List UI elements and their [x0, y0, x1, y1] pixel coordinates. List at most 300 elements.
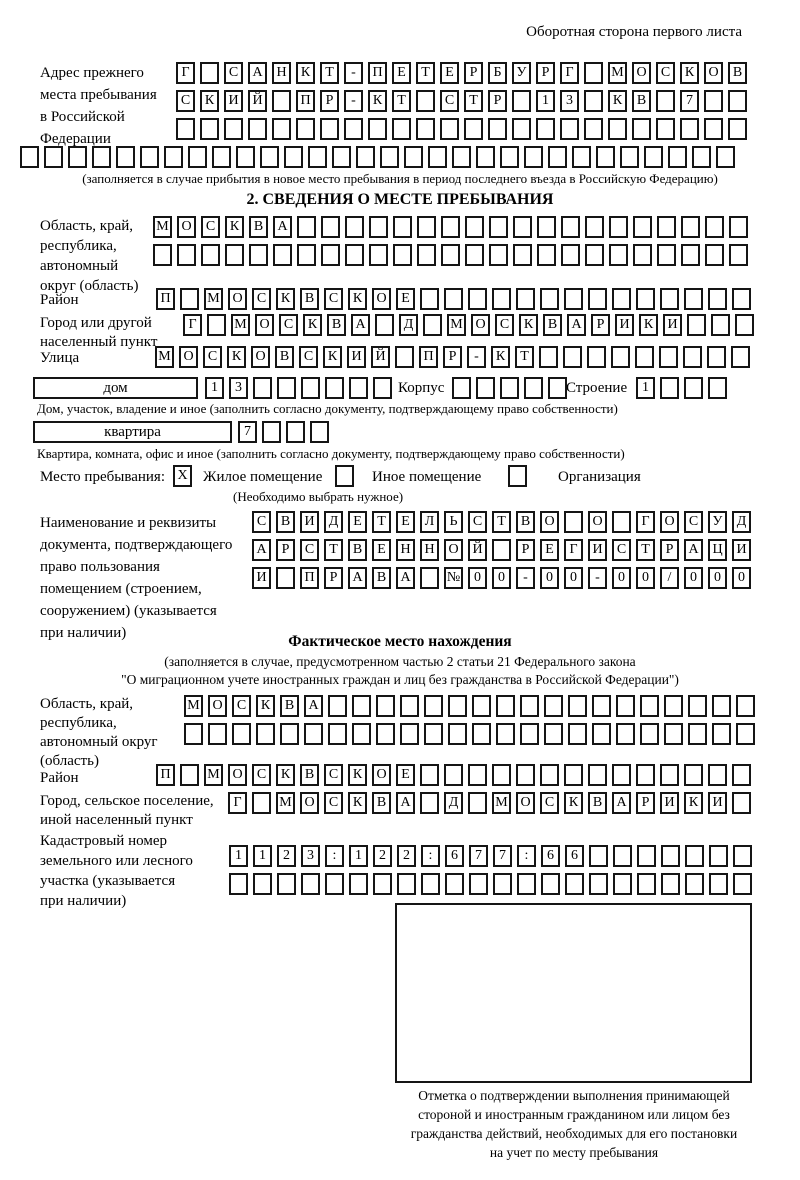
char-cell: 3: [229, 377, 248, 399]
char-cell: 1: [205, 377, 224, 399]
char-cell: [516, 288, 535, 310]
char-cell: Г: [560, 62, 579, 84]
char-cell: 1: [536, 90, 555, 112]
char-cell: С: [252, 511, 271, 533]
char-cell: В: [372, 567, 391, 589]
char-cell: [512, 90, 531, 112]
char-cell: [709, 873, 728, 895]
char-cell: 7: [238, 421, 257, 443]
char-cell: [661, 845, 680, 867]
char-cell: [644, 146, 663, 168]
char-cell: [729, 244, 748, 266]
char-cell: В: [276, 511, 295, 533]
char-cell: [612, 511, 631, 533]
char-cell: [564, 511, 583, 533]
char-cell: О: [372, 288, 391, 310]
char-cell: [540, 764, 559, 786]
char-cell: К: [368, 90, 387, 112]
char-cell: Й: [371, 346, 390, 368]
char-cell: О: [632, 62, 651, 84]
oblast-cells-row: [153, 216, 748, 238]
char-cell: К: [684, 792, 703, 814]
char-cell: [207, 314, 226, 336]
gorod2-label-line: иной населенный пункт: [40, 812, 193, 828]
char-cell: [465, 216, 484, 238]
char-cell: М: [608, 62, 627, 84]
char-cell: 2: [373, 845, 392, 867]
char-cell: [344, 118, 363, 140]
char-cell: К: [519, 314, 538, 336]
char-cell: [684, 288, 703, 310]
char-cell: [660, 764, 679, 786]
char-cell: [465, 244, 484, 266]
char-cell: С: [324, 764, 343, 786]
char-cell: Е: [372, 539, 391, 561]
char-cell: [208, 723, 227, 745]
char-cell: Е: [540, 539, 559, 561]
char-cell: [496, 695, 515, 717]
char-cell: [541, 873, 560, 895]
char-cell: [520, 723, 539, 745]
char-cell: [393, 244, 412, 266]
char-cell: [584, 90, 603, 112]
char-cell: И: [300, 511, 319, 533]
char-cell: [513, 216, 532, 238]
char-cell: [704, 118, 723, 140]
char-cell: Н: [272, 62, 291, 84]
char-cell: [705, 216, 724, 238]
char-cell: [632, 118, 651, 140]
char-cell: М: [153, 216, 172, 238]
char-cell: [513, 244, 532, 266]
char-cell: С: [300, 539, 319, 561]
char-cell: [561, 216, 580, 238]
char-cell: К: [296, 62, 315, 84]
char-cell: Д: [399, 314, 418, 336]
char-cell: [687, 314, 706, 336]
char-cell: Н: [420, 539, 439, 561]
char-cell: [683, 346, 702, 368]
char-cell: О: [471, 314, 490, 336]
char-cell: 0: [492, 567, 511, 589]
char-cell: [375, 314, 394, 336]
char-cell: М: [276, 792, 295, 814]
char-cell: П: [156, 288, 175, 310]
char-cell: С: [468, 511, 487, 533]
char-cell: [563, 346, 582, 368]
char-cell: [688, 723, 707, 745]
char-cell: Б: [488, 62, 507, 84]
oblast2-cells-row: [184, 723, 755, 745]
prev-address-label-line: места пребывания: [40, 87, 157, 103]
char-cell: [684, 377, 703, 399]
char-cell: Й: [248, 90, 267, 112]
char-cell: 3: [560, 90, 579, 112]
char-cell: [537, 244, 556, 266]
char-cell: 6: [565, 845, 584, 867]
char-cell: Г: [176, 62, 195, 84]
char-cell: [637, 845, 656, 867]
char-cell: В: [588, 792, 607, 814]
actual-location-caption-line: "О миграционном учете иностранных граждан и лиц без гражданства в Российской Федерации"): [121, 672, 679, 687]
char-cell: [92, 146, 111, 168]
char-cell: Л: [420, 511, 439, 533]
char-cell: Н: [396, 539, 415, 561]
char-cell: [640, 695, 659, 717]
char-cell: [620, 146, 639, 168]
char-cell: [609, 244, 628, 266]
char-cell: [395, 346, 414, 368]
char-cell: [416, 118, 435, 140]
char-cell: [369, 216, 388, 238]
char-cell: Р: [320, 90, 339, 112]
char-cell: Р: [536, 62, 555, 84]
char-cell: С: [279, 314, 298, 336]
char-cell: [712, 723, 731, 745]
char-cell: [444, 764, 463, 786]
char-cell: [589, 873, 608, 895]
char-cell: [200, 118, 219, 140]
char-cell: [328, 723, 347, 745]
char-cell: [664, 695, 683, 717]
char-cell: 2: [277, 845, 296, 867]
char-cell: И: [224, 90, 243, 112]
char-cell: 0: [540, 567, 559, 589]
char-cell: С: [324, 288, 343, 310]
dom-caption: Дом, участок, владение и иное (заполнить согласно документу, подтверждающему право собственности): [37, 401, 618, 416]
doc-label-line: право пользования: [40, 559, 160, 575]
char-cell: [420, 567, 439, 589]
char-cell: [448, 723, 467, 745]
char-cell: И: [708, 792, 727, 814]
prev-address-label: [40, 62, 157, 150]
char-cell: [373, 377, 392, 399]
char-cell: [176, 118, 195, 140]
char-cell: 0: [468, 567, 487, 589]
char-cell: [657, 244, 676, 266]
char-cell: В: [327, 314, 346, 336]
char-cell: Р: [324, 567, 343, 589]
char-cell: -: [344, 90, 363, 112]
char-cell: [492, 764, 511, 786]
kadastr-cells-row: [229, 845, 752, 867]
char-cell: Т: [416, 62, 435, 84]
char-cell: [229, 873, 248, 895]
char-cell: [352, 695, 371, 717]
char-cell: [493, 873, 512, 895]
char-cell: Е: [396, 764, 415, 786]
char-cell: П: [156, 764, 175, 786]
gorod-label: [40, 314, 157, 352]
raion2-label: Район: [40, 770, 79, 786]
char-cell: М: [231, 314, 250, 336]
char-cell: [488, 118, 507, 140]
char-cell: [616, 695, 635, 717]
char-cell: [188, 146, 207, 168]
char-cell: Й: [468, 539, 487, 561]
char-cell: [376, 723, 395, 745]
char-cell: [584, 118, 603, 140]
char-cell: [476, 377, 495, 399]
char-cell: К: [348, 764, 367, 786]
char-cell: [301, 377, 320, 399]
char-cell: [636, 288, 655, 310]
char-cell: И: [732, 539, 751, 561]
char-cell: [424, 695, 443, 717]
prev-address-label-line: Адрес прежнего: [40, 65, 144, 81]
char-cell: [587, 346, 606, 368]
char-cell: К: [608, 90, 627, 112]
kvartira-caption: Квартира, комната, офис и иное (заполнить согласно документу, подтверждающему право собственности): [37, 446, 625, 461]
dom-box: дом: [33, 377, 198, 399]
char-cell: М: [492, 792, 511, 814]
char-cell: [704, 90, 723, 112]
char-cell: К: [225, 216, 244, 238]
char-cell: [286, 421, 305, 443]
char-cell: [424, 723, 443, 745]
char-cell: П: [300, 567, 319, 589]
kvartira-cells-row: [238, 421, 329, 443]
actual-location-caption-line: (заполняется в случае, предусмотренном частью 2 статьи 21 Федерального закона: [164, 654, 636, 669]
char-cell: О: [251, 346, 270, 368]
char-cell: Р: [516, 539, 535, 561]
prev-address-cells-row: [20, 146, 735, 168]
checkbox-zhiloe: X: [173, 465, 192, 487]
char-cell: А: [351, 314, 370, 336]
char-cell: 1: [636, 377, 655, 399]
char-cell: [524, 377, 543, 399]
char-cell: [416, 90, 435, 112]
char-cell: :: [325, 845, 344, 867]
char-cell: В: [300, 764, 319, 786]
char-cell: С: [224, 62, 243, 84]
char-cell: К: [348, 288, 367, 310]
char-cell: [608, 118, 627, 140]
char-cell: [310, 421, 329, 443]
stamp-caption-line: Отметка о подтверждении выполнения принимающей: [418, 1088, 730, 1103]
char-cell: [736, 695, 755, 717]
char-cell: Р: [636, 792, 655, 814]
char-cell: [325, 377, 344, 399]
char-cell: [469, 873, 488, 895]
char-cell: 0: [708, 567, 727, 589]
char-cell: О: [660, 511, 679, 533]
char-cell: А: [252, 539, 271, 561]
char-cell: [212, 146, 231, 168]
char-cell: В: [275, 346, 294, 368]
char-cell: [612, 764, 631, 786]
char-cell: [711, 314, 730, 336]
prev-address-caption: (заполняется в случае прибытия в новое место пребывания в период последнего въезда в Российскую Федерацию): [82, 171, 718, 186]
oblast2-cells-row: [184, 695, 755, 717]
oblast2-label-line: (область): [40, 753, 99, 769]
char-cell: [304, 723, 323, 745]
char-cell: [472, 695, 491, 717]
char-cell: [681, 216, 700, 238]
char-cell: С: [656, 62, 675, 84]
char-cell: М: [184, 695, 203, 717]
stroenie-cells-row: [636, 377, 727, 399]
char-cell: [492, 288, 511, 310]
char-cell: 0: [636, 567, 655, 589]
char-cell: [417, 244, 436, 266]
checkbox-organizatsiya: [508, 465, 527, 487]
char-cell: М: [447, 314, 466, 336]
char-cell: А: [684, 539, 703, 561]
char-cell: [733, 845, 752, 867]
char-cell: [273, 244, 292, 266]
option-label-organizatsiya: Организация: [558, 469, 641, 485]
char-cell: [544, 695, 563, 717]
kadastr-label-line: земельного или лесного: [40, 853, 193, 869]
char-cell: Е: [440, 62, 459, 84]
char-cell: Ь: [444, 511, 463, 533]
char-cell: С: [324, 792, 343, 814]
char-cell: [564, 764, 583, 786]
char-cell: В: [372, 792, 391, 814]
char-cell: [164, 146, 183, 168]
char-cell: [707, 346, 726, 368]
gorod2-label-line: Город, сельское поселение,: [40, 793, 214, 809]
char-cell: [728, 90, 747, 112]
char-cell: И: [663, 314, 682, 336]
char-cell: [392, 118, 411, 140]
char-cell: [253, 873, 272, 895]
char-cell: М: [204, 764, 223, 786]
char-cell: [420, 288, 439, 310]
char-cell: [564, 288, 583, 310]
char-cell: №: [444, 567, 463, 589]
char-cell: И: [660, 792, 679, 814]
char-cell: [496, 723, 515, 745]
stamp-caption-line: стороной и иностранным гражданином или лицом без: [418, 1107, 730, 1122]
char-cell: [585, 216, 604, 238]
char-cell: [544, 723, 563, 745]
char-cell: [688, 695, 707, 717]
char-cell: [489, 244, 508, 266]
char-cell: В: [300, 288, 319, 310]
char-cell: [440, 118, 459, 140]
char-cell: [661, 873, 680, 895]
char-cell: В: [632, 90, 651, 112]
char-cell: [380, 146, 399, 168]
char-cell: В: [728, 62, 747, 84]
char-cell: -: [467, 346, 486, 368]
char-cell: [732, 764, 751, 786]
doc-cells-row: [252, 539, 751, 561]
char-cell: [492, 539, 511, 561]
raion-cells-row: [156, 288, 751, 310]
mesto-note: (Необходимо выбрать нужное): [233, 489, 404, 504]
gorod2-cells-row: [228, 792, 751, 814]
oblast-cells-row: [153, 244, 748, 266]
char-cell: [441, 216, 460, 238]
char-cell: [200, 62, 219, 84]
char-cell: Р: [591, 314, 610, 336]
char-cell: [592, 723, 611, 745]
kadastr-label-line: при наличии): [40, 893, 127, 909]
char-cell: [177, 244, 196, 266]
char-cell: Г: [564, 539, 583, 561]
char-cell: В: [543, 314, 562, 336]
char-cell: [633, 244, 652, 266]
char-cell: [659, 346, 678, 368]
char-cell: [321, 216, 340, 238]
char-cell: [732, 792, 751, 814]
char-cell: [468, 764, 487, 786]
kadastr-label: [40, 831, 193, 911]
char-cell: Е: [348, 511, 367, 533]
char-cell: О: [179, 346, 198, 368]
char-cell: О: [177, 216, 196, 238]
char-cell: [520, 695, 539, 717]
doc-cells-row: [252, 567, 751, 589]
char-cell: [548, 146, 567, 168]
section2-heading: 2. СВЕДЕНИЯ О МЕСТЕ ПРЕБЫВАНИЯ: [246, 191, 554, 208]
char-cell: С: [684, 511, 703, 533]
char-cell: [464, 118, 483, 140]
char-cell: [297, 244, 316, 266]
char-cell: [729, 216, 748, 238]
oblast2-label: [40, 695, 158, 771]
char-cell: К: [227, 346, 246, 368]
char-cell: [369, 244, 388, 266]
char-cell: [685, 873, 704, 895]
ulitsa-cells-row: [155, 346, 750, 368]
char-cell: [516, 764, 535, 786]
oblast2-label-line: автономный округ: [40, 734, 158, 750]
kadastr-label-line: Кадастровый номер: [40, 833, 167, 849]
char-cell: [260, 146, 279, 168]
char-cell: [184, 723, 203, 745]
mesto-label: Место пребывания:: [40, 469, 165, 485]
char-cell: [589, 845, 608, 867]
char-cell: С: [252, 288, 271, 310]
char-cell: Р: [660, 539, 679, 561]
char-cell: К: [564, 792, 583, 814]
oblast-label-line: республика,: [40, 238, 117, 254]
char-cell: [252, 792, 271, 814]
char-cell: [561, 244, 580, 266]
char-cell: Т: [464, 90, 483, 112]
char-cell: [584, 62, 603, 84]
char-cell: О: [372, 764, 391, 786]
char-cell: К: [276, 764, 295, 786]
char-cell: Д: [732, 511, 751, 533]
char-cell: И: [347, 346, 366, 368]
ulitsa-label: Улица: [40, 350, 80, 366]
char-cell: [540, 288, 559, 310]
char-cell: [517, 873, 536, 895]
raion-label: Район: [40, 292, 79, 308]
char-cell: Д: [324, 511, 343, 533]
char-cell: [373, 873, 392, 895]
char-cell: О: [516, 792, 535, 814]
char-cell: [277, 377, 296, 399]
char-cell: [417, 216, 436, 238]
char-cell: [345, 244, 364, 266]
char-cell: [476, 146, 495, 168]
char-cell: [735, 314, 754, 336]
char-cell: С: [540, 792, 559, 814]
char-cell: [613, 845, 632, 867]
char-cell: 0: [612, 567, 631, 589]
char-cell: П: [368, 62, 387, 84]
char-cell: [468, 288, 487, 310]
stamp-caption: [378, 1086, 770, 1162]
stamp-caption-line: гражданства действий, необходимых для его постановки: [410, 1126, 738, 1141]
char-cell: Ц: [708, 539, 727, 561]
